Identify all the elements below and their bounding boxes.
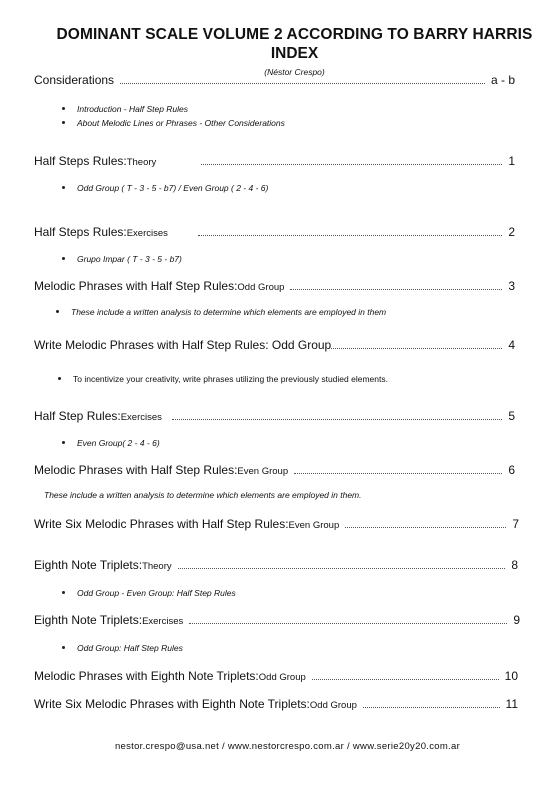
bullet-text: These include a written analysis to determine which elements are employed in them (71, 307, 387, 317)
entry-page: 10 (504, 669, 518, 683)
bullet-icon (62, 121, 65, 124)
bullet-item (58, 374, 388, 384)
bullet-text: Introduction - Half Step Rules (77, 104, 189, 114)
bullet-item (62, 438, 160, 448)
bullet-icon (56, 310, 59, 313)
bullet-text: Odd Group: Half Step Rules (77, 643, 183, 653)
entry-subtitle: Even Group (237, 466, 289, 477)
index-entry (34, 409, 515, 423)
dot-leader (312, 679, 499, 680)
index-entry (34, 463, 515, 477)
dot-leader (172, 419, 502, 420)
author-name: (Néstor Crespo) (264, 67, 325, 77)
index-entry (34, 73, 515, 87)
index-entry (34, 669, 518, 683)
bullet-item (62, 118, 285, 128)
entry-subtitle: Exercises (126, 228, 168, 239)
bullet-item (62, 254, 182, 264)
document-subtitle: INDEX (270, 45, 319, 62)
bullet-text: To incentivize your creativity, write phrases utilizing the previously studied elements. (73, 374, 388, 384)
entry-title: Half Step Rules: (34, 409, 121, 423)
entry-page: 3 (508, 279, 515, 293)
dot-leader (345, 527, 506, 528)
entry-page: 8 (511, 558, 518, 572)
entry-page: 1 (508, 154, 515, 168)
index-entry (34, 154, 515, 168)
dot-leader (294, 473, 502, 474)
dot-leader (363, 707, 500, 708)
entry-subtitle: Odd Group (258, 672, 306, 683)
bullet-icon (62, 591, 65, 594)
entry-title: Melodic Phrases with Half Step Rules: (34, 463, 238, 477)
index-entry (34, 697, 518, 711)
bullet-item (62, 588, 236, 598)
entry-subtitle: Exercises (142, 616, 184, 627)
entry-title: Half Steps Rules: (34, 154, 127, 168)
bullet-icon (62, 107, 65, 110)
entry-page: 11 (505, 697, 518, 711)
entry-page: 6 (508, 463, 515, 477)
dot-leader (331, 348, 502, 349)
bullet-item (62, 183, 268, 193)
index-entry (34, 558, 518, 572)
entry-title: Considerations (34, 73, 115, 87)
entry-subtitle: Even Group (288, 520, 340, 531)
bullet-icon (58, 377, 61, 380)
entry-title: Half Steps Rules: (34, 225, 127, 239)
entry-subtitle: Theory (142, 561, 172, 572)
index-entry (34, 225, 515, 239)
entry-page: 5 (508, 409, 515, 423)
dot-leader (198, 235, 502, 236)
entry-page: 9 (513, 613, 520, 627)
dot-leader (290, 289, 502, 290)
entry-page: 7 (512, 517, 519, 531)
entry-note: These include a written analysis to determine which elements are employed in them. (44, 490, 362, 500)
bullet-text: About Melodic Lines or Phrases - Other Considerations (77, 118, 285, 128)
bullet-icon (62, 186, 65, 189)
entry-subtitle: Odd Group (309, 700, 357, 711)
bullet-text: Odd Group ( T - 3 - 5 - b7) / Even Group ( 2 - 4 - 6) (77, 183, 269, 193)
entry-title: Write Six Melodic Phrases with Half Step Rules: (34, 517, 289, 531)
entry-subtitle: Odd Group (237, 282, 285, 293)
footer-links: nestor.crespo@usa.net / www.nestorcrespo.com.ar / www.serie20y20.com.ar (114, 741, 461, 752)
index-entry (34, 279, 515, 293)
entry-page: 2 (508, 225, 515, 239)
bullet-text: Grupo Impar ( T - 3 - 5 - b7) (77, 254, 182, 264)
entry-title: Write Six Melodic Phrases with Eighth Note Triplets: (34, 697, 310, 711)
entry-title: Eighth Note Triplets: (34, 613, 143, 627)
entry-title: Melodic Phrases with Half Step Rules: (34, 279, 238, 293)
entry-page: 4 (508, 338, 515, 352)
entry-page: a - b (490, 73, 515, 87)
bullet-item (62, 104, 188, 114)
document-title: DOMINANT SCALE VOLUME 2 ACCORDING TO BARRY HARRIS (56, 26, 533, 43)
entry-title: Eighth Note Triplets: (34, 558, 143, 572)
bullet-icon (62, 646, 65, 649)
dot-leader (178, 568, 506, 569)
bullet-text: Odd Group - Even Group: Half Step Rules (77, 588, 236, 598)
index-entry (34, 338, 515, 352)
index-entry (34, 613, 520, 627)
index-entry (34, 517, 519, 531)
bullet-icon (62, 441, 65, 444)
dot-leader (120, 83, 485, 84)
bullet-item (56, 307, 386, 317)
entry-title: Melodic Phrases with Eighth Note Triplets: (34, 669, 259, 683)
entry-title: Write Melodic Phrases with Half Step Rules: Odd Group (34, 338, 332, 352)
bullet-item (62, 643, 183, 653)
bullet-text: Even Group( 2 - 4 - 6) (77, 438, 160, 448)
bullet-icon (62, 257, 65, 260)
dot-leader (189, 623, 507, 624)
dot-leader (201, 164, 502, 165)
entry-subtitle: Exercises (120, 412, 162, 423)
entry-subtitle: Theory (126, 157, 157, 168)
